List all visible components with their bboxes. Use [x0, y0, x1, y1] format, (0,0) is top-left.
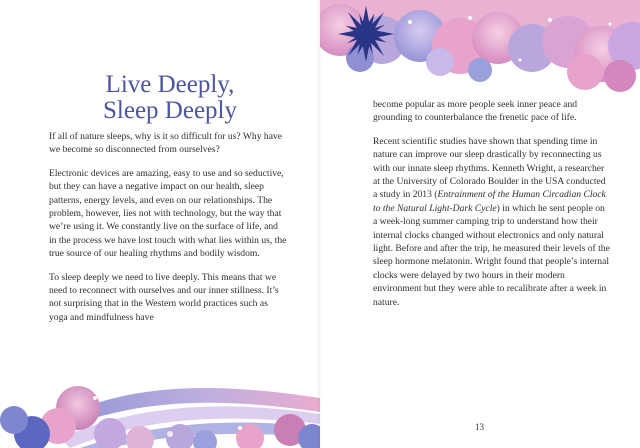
cloud-wave-illustration — [0, 368, 320, 448]
paragraph: If all of nature sleeps, why is it so difficult for us? Why have we become so disconnected from ourselves? — [49, 131, 283, 156]
paragraph — [373, 135, 611, 309]
paragraph-text: Recent scientific studies have shown that spending time in nature can improve our sleep drastically by reconnecting us with our innate sleep rhythms. Kenneth Wright, a researcher at the University of Colorado Boulder in the USA conducted a study in 2013 ( — [373, 135, 606, 201]
paragraph: Electronic devices are amazing, easy to use and so seductive, but they can have a negative impact on our health, sleep patterns, energy levels, and even on our relationships. The problem, however, lies not with technology, but the way that we’re using it. We constantly live on the surface of life, and in the process we have lost touch with what lies within us, the true source of our healing rhythms and bodily wisdom. — [49, 167, 287, 260]
page-number: 13 — [475, 422, 484, 432]
paragraph-text: ) in which he sent people on a week-long summer camping trip to understand how their internal clocks changed without electronics and only natural light. Before and after the trip, he measured their levels of the sleep hormone melatonin. Wright found that people’s internal clocks were delayed by two hours in their modern environment but they were able to recalibrate after a week in nature. — [373, 202, 610, 308]
right-body-text — [373, 98, 611, 319]
cloud-star-illustration — [320, 0, 640, 95]
page-title — [60, 72, 280, 124]
right-page — [320, 0, 640, 448]
paragraph: become popular as more people seek inner peace and grounding to counterbalance the frenetic pace of life. — [373, 99, 578, 124]
left-body-text — [49, 130, 287, 334]
paragraph: To sleep deeply we need to live deeply. This means that we need to reconnect with ourselves and our inner stillness. It’s not surprising that in the Western world practices such as yoga and mindfulness have — [49, 271, 279, 323]
title-line-2: Sleep Deeply — [103, 97, 237, 124]
title-line-1: Live Deeply, — [105, 71, 235, 98]
study-title: Entrainment of the Human Circadian Clock to the Natural Light-Dark Cycle — [373, 189, 606, 214]
